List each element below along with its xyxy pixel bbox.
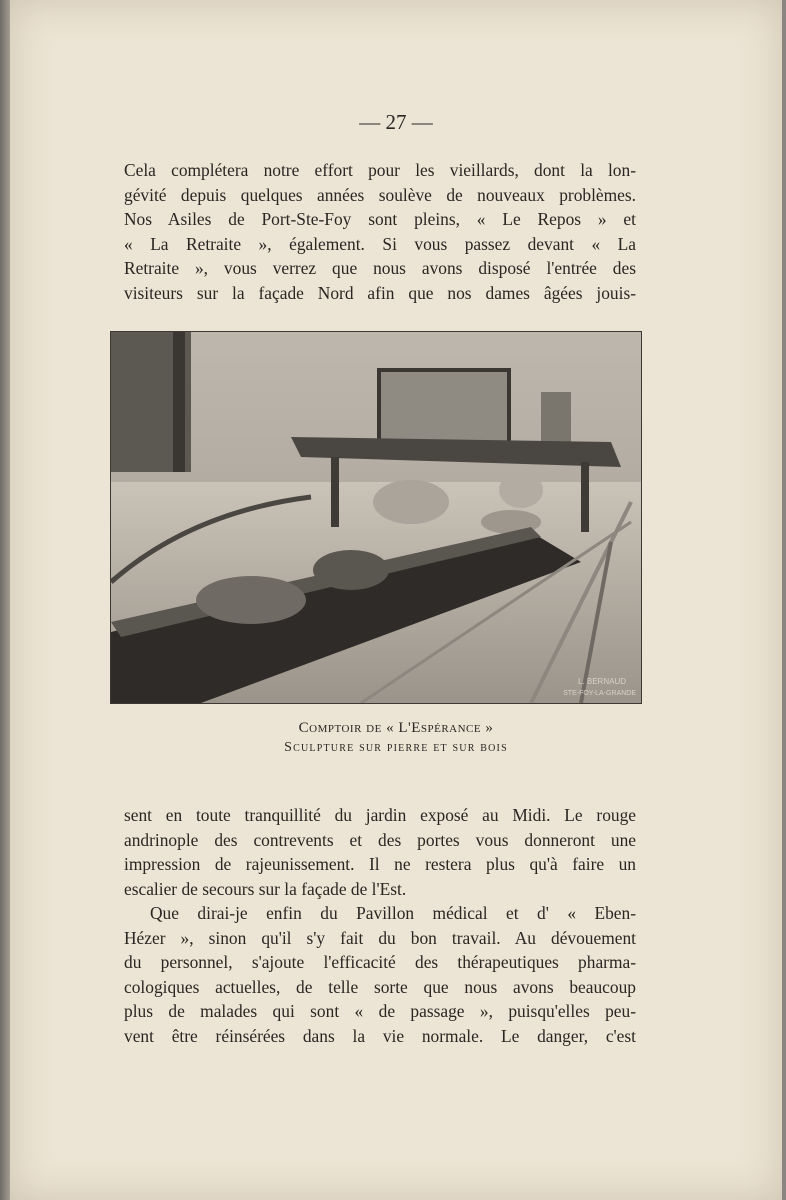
- text-line: sent en toute tranquillité du jardin exposé au Midi. Le rouge: [124, 805, 636, 825]
- text-line: Que dirai-je enfin du Pavillon médical et d' « Eben-: [150, 903, 636, 923]
- text-line: Hézer », sinon qu'il s'y fait du bon travail. Au dévouement: [124, 927, 636, 948]
- text-line: Nos Asiles de Port-Ste-Foy sont pleins, « Le Repos » et: [124, 209, 636, 229]
- text-line: « La Retraite », également. Si vous passez devant « La: [124, 233, 636, 254]
- text-line: andrinople des contrevents et des portes vous donneront une: [124, 829, 636, 850]
- page-number: — 27 —: [359, 110, 433, 134]
- text-line: gévité depuis quelques années soulève de nouveaux problèmes.: [124, 184, 636, 205]
- paragraph-2: [124, 803, 636, 901]
- text-line: plus de malades qui sont « de passage », puisqu'elles peu-: [124, 1001, 636, 1021]
- text-line: impression de rajeunissement. Il ne restera plus qu'à faire un: [124, 854, 636, 874]
- paragraph-3: [124, 901, 636, 1048]
- text-line: escalier de secours sur la façade de l'Est.: [124, 878, 407, 899]
- text-line: vent être réinsérées dans la vie normale. Le danger, c'est: [124, 1025, 636, 1046]
- photo-caption-title: Comptoir de « L'Espérance »: [298, 720, 494, 736]
- paragraph-1: [124, 158, 636, 305]
- photo-imprint-line1: L. BERNAUD: [577, 677, 626, 686]
- workshop-photograph: [110, 331, 642, 704]
- book-spine-edge: [0, 0, 10, 1200]
- text-line: du personnel, s'ajoute l'efficacité des thérapeutiques pharma-: [124, 952, 636, 972]
- photo-caption-subtitle: Sculpture sur pierre et sur bois: [284, 740, 508, 755]
- text-line: Cela complétera notre effort pour les vieillards, dont la lon-: [124, 160, 636, 180]
- photo-imprint-line2: STE-FOY-LA-GRANDE: [563, 690, 636, 697]
- text-line: Retraite », vous verrez que nous avons disposé l'entrée des: [124, 258, 636, 278]
- book-page: [10, 0, 782, 1200]
- text-line: visiteurs sur la façade Nord afin que nos dames âgées jouis-: [124, 282, 636, 303]
- text-line: cologiques actuelles, de telle sorte que nous avons beaucoup: [124, 976, 636, 997]
